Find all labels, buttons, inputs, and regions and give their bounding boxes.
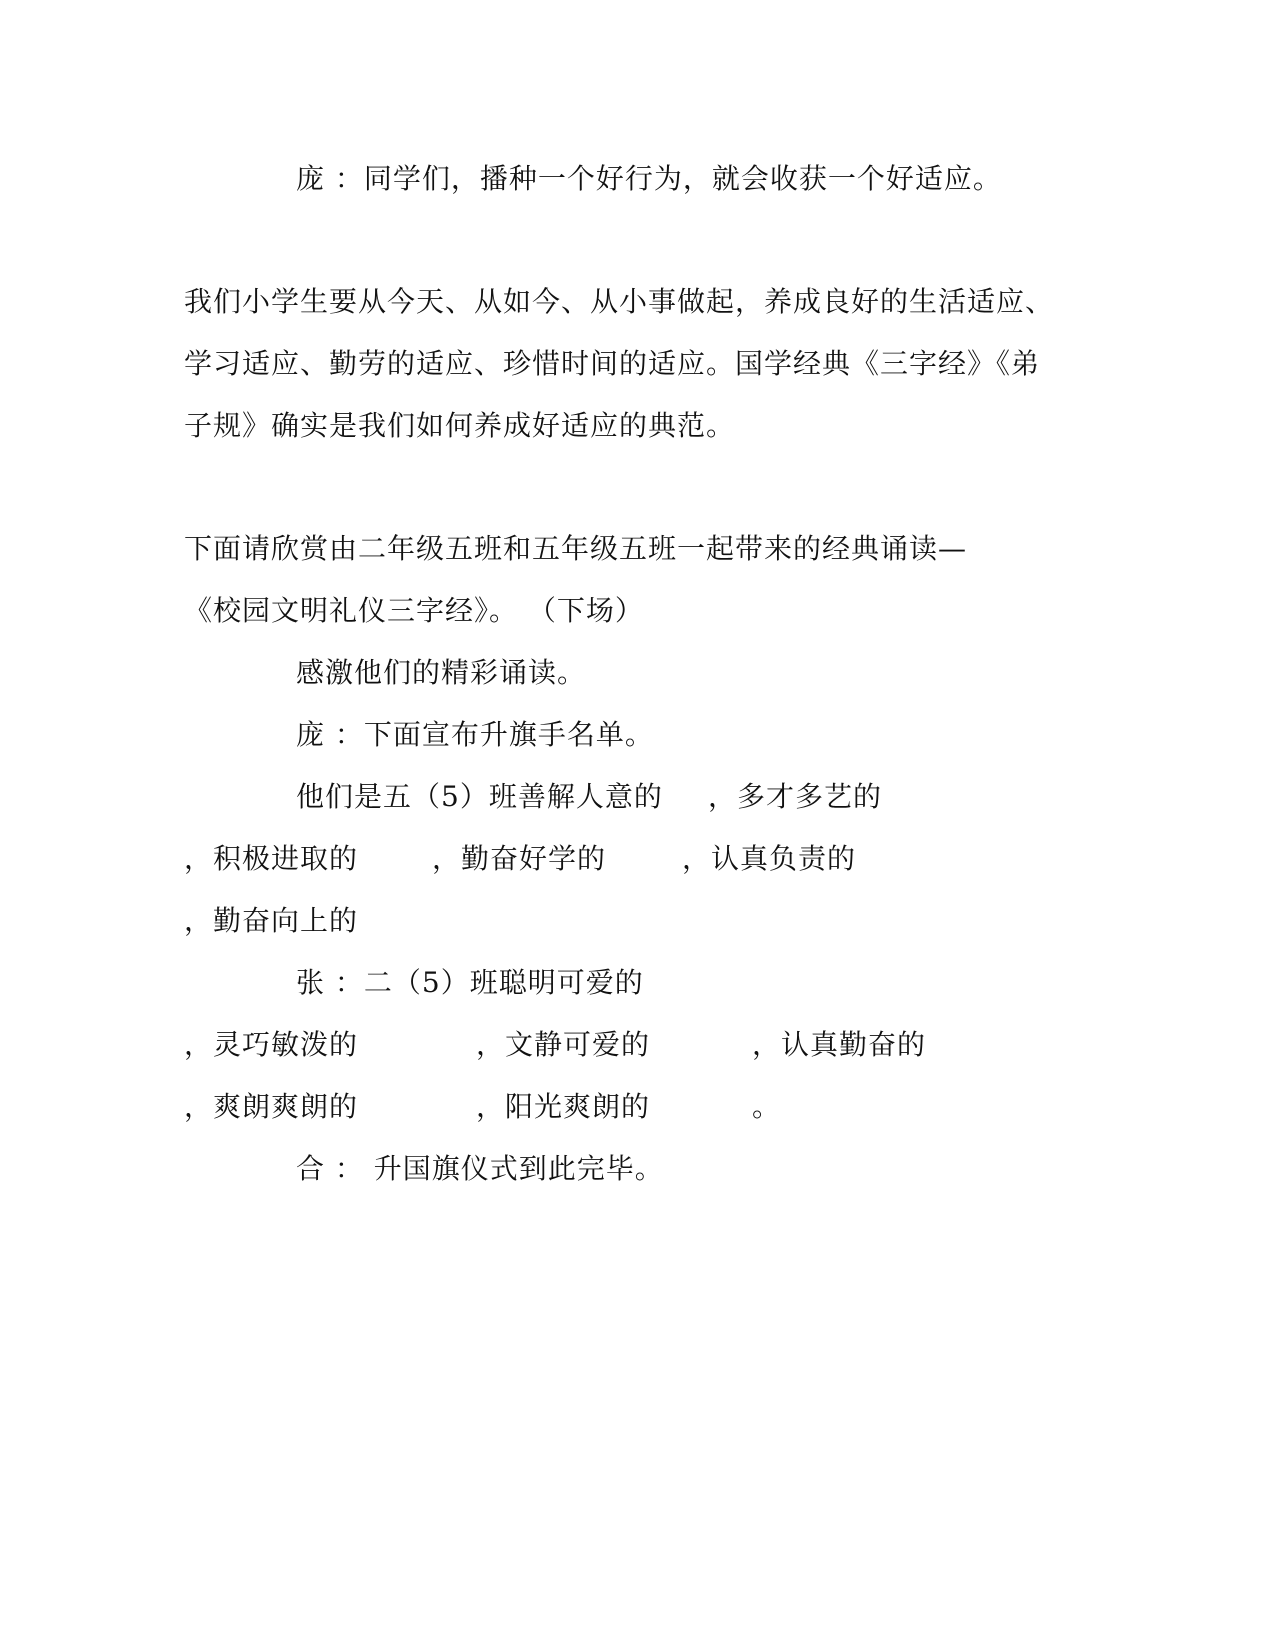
text-segment: 张 ：二（5）班聪明可爱的 bbox=[296, 966, 644, 999]
paragraph-habits-line-2: 学习适应、勤劳的适应、珍惜时间的适应。国学经典《三字经》《弟 bbox=[184, 347, 1041, 380]
paragraph-recital-line-1: 下面请欣赏由二年级五班和五年级五班一起带来的经典诵读— bbox=[184, 532, 968, 565]
text-segment: 。 bbox=[752, 1090, 782, 1123]
paragraph-thanks: 感激他们的精彩诵读。 bbox=[296, 656, 587, 689]
paragraph-announce: 庞 ：下面宣布升旗手名单。 bbox=[296, 718, 654, 751]
paragraph-habits-line-1: 我们小学生要从今天、从如今、从小事做起，养成良好的生活适应、 bbox=[184, 285, 1055, 318]
text-segment: ，勤奋好学的 bbox=[432, 842, 607, 875]
text-segment: ，灵巧敏泼的 bbox=[184, 1028, 359, 1061]
text-segment: ，爽朗爽朗的 bbox=[184, 1090, 359, 1123]
text-segment: 他们是五（5）班善解人意的 bbox=[296, 780, 663, 813]
text-segment: 合 ： 升国旗仪式到此完毕。 bbox=[296, 1152, 664, 1185]
text-segment: ，积极进取的 bbox=[184, 842, 359, 875]
paragraph-recital-line-2: 《校园文明礼仪三字经》。 （下场） bbox=[184, 594, 644, 627]
text-segment: ，认真勤奋的 bbox=[752, 1028, 927, 1061]
text-segment: ，阳光爽朗的 bbox=[476, 1090, 651, 1123]
text-segment: ，勤奋向上的 bbox=[184, 904, 359, 937]
paragraph-pang-intro: 庞 ：同学们，播种一个好行为，就会收获一个好适应。 bbox=[296, 162, 1002, 195]
text-segment: ，多才多艺的 bbox=[708, 780, 883, 813]
text-segment: ，文静可爱的 bbox=[476, 1028, 651, 1061]
paragraph-habits-line-3: 子规》确实是我们如何养成好适应的典范。 bbox=[184, 409, 736, 442]
text-segment: ，认真负责的 bbox=[682, 842, 857, 875]
